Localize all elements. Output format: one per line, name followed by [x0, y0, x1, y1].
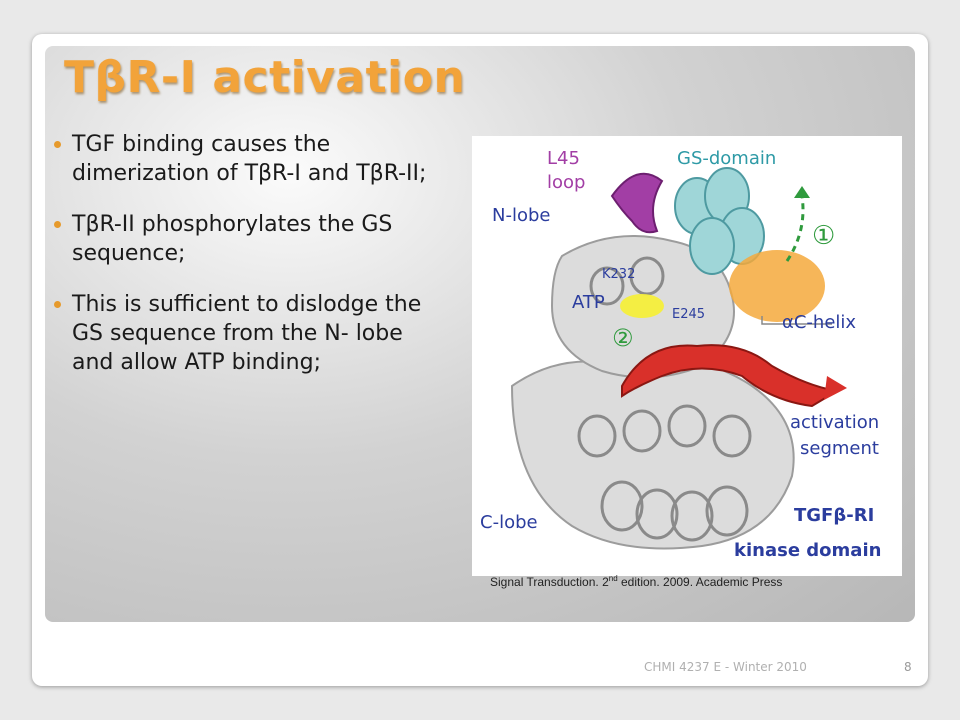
- bullet-item: [70, 130, 440, 188]
- label-step1: ①: [812, 221, 836, 251]
- step1-arrow-head: [794, 186, 810, 198]
- slide-title: TβR-I activation: [64, 52, 466, 103]
- label-n-lobe: N-lobe: [492, 205, 551, 226]
- kinase-structure-figure: [472, 136, 902, 576]
- bullet-text: TβR-II phosphorylates the GS sequence;: [72, 212, 393, 266]
- bullet-dot-icon: [54, 141, 61, 148]
- bullet-text: TGF binding causes the dimerization of TβR-I and TβR-II;: [72, 132, 427, 186]
- label-c-lobe: C-lobe: [480, 512, 538, 533]
- label-loop: loop: [547, 172, 586, 193]
- bullet-text: This is sufficient to dislodge the GS sequence from the N- lobe and allow ATP binding;: [72, 292, 422, 375]
- label-segment: segment: [800, 438, 879, 459]
- protein-ribbon-illustration: [472, 136, 902, 576]
- bullet-dot-icon: [54, 301, 61, 308]
- label-e245: E245: [672, 307, 706, 322]
- caption-text-start: Signal Transduction. 2: [490, 575, 609, 589]
- label-k232: K232: [602, 267, 636, 282]
- bullet-list: [70, 130, 440, 399]
- label-l45: L45: [547, 148, 580, 169]
- label-ac-helix: αC-helix: [782, 312, 857, 333]
- bullet-item: [70, 290, 440, 377]
- slide-page-number: 8: [904, 660, 912, 674]
- label-tgf-ri: TGFβ-RI: [794, 505, 875, 526]
- figure-caption: [490, 574, 782, 589]
- label-gs-domain: GS-domain: [677, 148, 777, 169]
- atp-pocket-highlight: [620, 294, 664, 318]
- label-activation: activation: [790, 412, 880, 433]
- label-kinase-domain: kinase domain: [734, 540, 882, 561]
- caption-text-end: edition. 2009. Academic Press: [617, 575, 783, 589]
- caption-superscript: nd: [608, 574, 618, 583]
- bullet-item: [70, 210, 440, 268]
- activation-arrow-tip: [824, 376, 847, 400]
- label-step2: ②: [612, 324, 634, 352]
- l45-loop-strand: [612, 174, 662, 233]
- label-atp: ATP: [572, 292, 605, 313]
- bullet-dot-icon: [54, 221, 61, 228]
- slide-footer: CHMI 4237 E - Winter 2010: [644, 660, 807, 674]
